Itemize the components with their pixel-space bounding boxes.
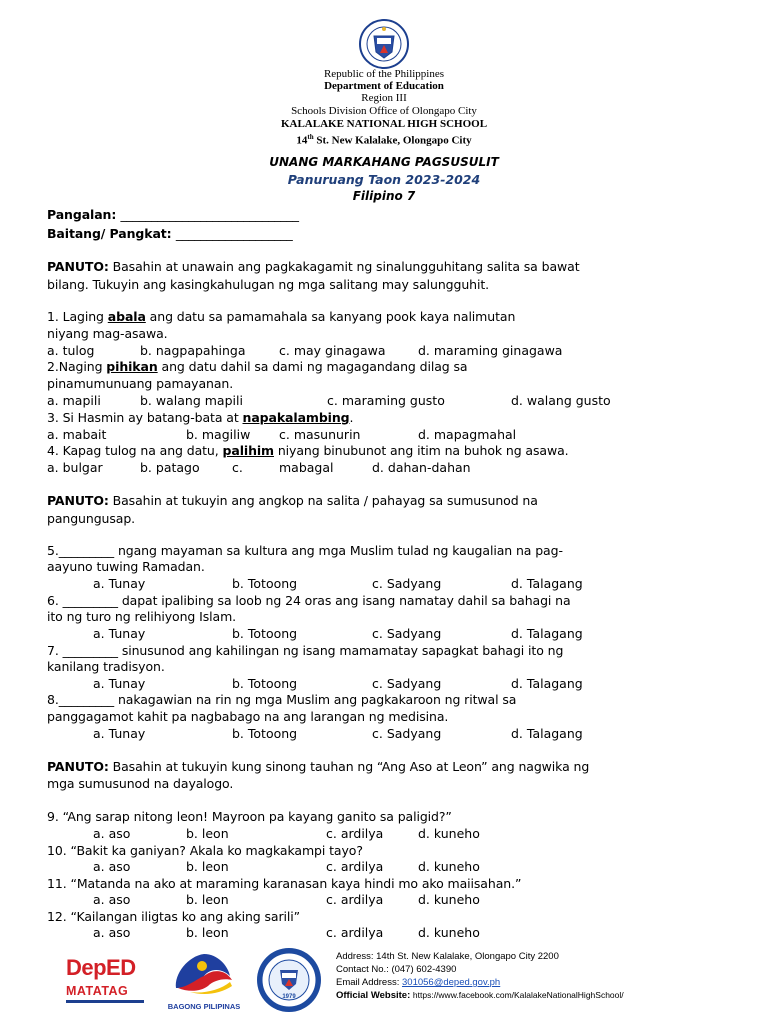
instruction-3-cont: mga sumusunod na dayalogo. xyxy=(47,776,234,791)
header-school-address: 14th St. New Kalalake, Olongapo City xyxy=(296,133,472,147)
q1-option-c[interactable]: c. may ginagawa xyxy=(279,343,386,358)
question-7: 7. _________ sinusunod ang kahilingan ng isang mamamatay sapagkat bahagi ito ng xyxy=(47,643,564,658)
q1-option-a[interactable]: a. tulog xyxy=(47,343,95,358)
school-year: Panuruang Taon 2023-2024 xyxy=(287,172,481,187)
bagong-pilipinas-logo: BAGONG PILIPINAS xyxy=(164,948,244,1008)
q2-option-b[interactable]: b. walang mapili xyxy=(140,393,243,408)
section-field[interactable]: Baitang/ Pangkat: ___________________ xyxy=(47,226,293,241)
q8-option-a[interactable]: a. Tunay xyxy=(93,726,146,741)
q9-option-c[interactable]: c. ardilya xyxy=(326,826,384,841)
q5-option-d[interactable]: d. Talagang xyxy=(511,576,583,591)
q5-option-b[interactable]: b. Totoong xyxy=(232,576,298,591)
q11-option-c[interactable]: c. ardilya xyxy=(326,892,384,907)
q11-option-d[interactable]: d. kuneho xyxy=(418,892,480,907)
header-department: Department of Education xyxy=(324,80,444,92)
q10-option-d[interactable]: d. kuneho xyxy=(418,859,480,874)
footer-email: Email Address: 301056@deped.gov.ph xyxy=(336,977,501,988)
question-11: 11. “Matanda na ako at maraming karanasan kaya hindi mo ako maiisahan.” xyxy=(47,876,522,891)
q9-option-d[interactable]: d. kuneho xyxy=(418,826,480,841)
q10-option-a[interactable]: a. aso xyxy=(93,859,131,874)
question-7-cont: kanilang tradisyon. xyxy=(47,659,165,674)
q1-option-b[interactable]: b. nagpapahinga xyxy=(140,343,246,358)
deped-seal-logo xyxy=(350,18,418,70)
question-8: 8._________ nakagawian na rin ng mga Muslim ang pagkakaroon ng ritwal sa xyxy=(47,692,517,707)
q4-option-c-text[interactable]: mabagal xyxy=(279,460,334,475)
seal-year: 1979 xyxy=(282,994,296,1000)
question-6-cont: ito ng turo ng relihiyong Islam. xyxy=(47,609,237,624)
question-5: 5._________ ngang mayaman sa kultura ang mga Muslim tulad ng kaugalian na pag- xyxy=(47,543,563,558)
q1-option-d[interactable]: d. maraming ginagawa xyxy=(418,343,563,358)
question-8-cont: panggagamot kahit pa nagbabago na ang larangan ng medisina. xyxy=(47,709,449,724)
q5-option-c[interactable]: c. Sadyang xyxy=(372,576,442,591)
q9-option-a[interactable]: a. aso xyxy=(93,826,131,841)
question-12: 12. “Kailangan iligtas ko ang aking sarili” xyxy=(47,909,301,924)
philippine-flag-wave-icon xyxy=(164,948,244,996)
q8-option-d[interactable]: d. Talagang xyxy=(511,726,583,741)
question-10: 10. “Bakit ka ganiyan? Akala ko magkakampi tayo? xyxy=(47,843,363,858)
website-link[interactable]: https://www.facebook.com/KalalakeNationalHighSchool/ xyxy=(412,990,624,1000)
q12-option-c[interactable]: c. ardilya xyxy=(326,925,384,940)
exam-title: UNANG MARKAHANG PAGSUSULIT xyxy=(269,155,499,169)
question-1-cont: niyang mag-asawa. xyxy=(47,326,168,341)
q3-option-c[interactable]: c. masunurin xyxy=(279,427,361,442)
q11-option-b[interactable]: b. leon xyxy=(186,892,229,907)
school-seal-logo xyxy=(254,946,324,1014)
q6-option-d[interactable]: d. Talagang xyxy=(511,626,583,641)
instruction-1: PANUTO: Basahin at unawain ang pagkakagamit ng sinalungguhitang salita sa bawat xyxy=(47,259,580,274)
q2-option-a[interactable]: a. mapili xyxy=(47,393,101,408)
q4-option-a[interactable]: a. bulgar xyxy=(47,460,103,475)
q4-option-d[interactable]: d. dahan-dahan xyxy=(372,460,471,475)
name-field[interactable]: Pangalan: _____________________________ xyxy=(47,207,299,222)
deped-matatag-logo: DepED MATATAG xyxy=(66,946,148,1008)
q12-option-b[interactable]: b. leon xyxy=(186,925,229,940)
header-school: KALALAKE NATIONAL HIGH SCHOOL xyxy=(280,118,488,130)
question-4: 4. Kapag tulog na ang datu, palihim niyang binubunot ang itim na buhok ng asawa. xyxy=(47,443,569,458)
q3-option-a[interactable]: a. mabait xyxy=(47,427,107,442)
q10-option-c[interactable]: c. ardilya xyxy=(326,859,384,874)
question-1: 1. Laging abala ang datu sa pamamahala sa kanyang pook kaya nalimutan xyxy=(47,309,516,324)
question-3: 3. Si Hasmin ay batang-bata at napakalambing. xyxy=(47,410,354,425)
instruction-1-cont: bilang. Tukuyin ang kasingkahulugan ng mga salitang may salungguhit. xyxy=(47,277,490,292)
q6-option-b[interactable]: b. Totoong xyxy=(232,626,298,641)
question-2-cont: pinamumunuang pamayanan. xyxy=(47,376,234,391)
header-republic: Republic of the Philippines xyxy=(323,68,445,80)
q9-option-b[interactable]: b. leon xyxy=(186,826,229,841)
q4-option-c[interactable]: c. xyxy=(232,460,243,475)
q2-option-c[interactable]: c. maraming gusto xyxy=(327,393,445,408)
q12-option-d[interactable]: d. kuneho xyxy=(418,925,480,940)
q11-option-a[interactable]: a. aso xyxy=(93,892,131,907)
question-6: 6. _________ dapat ipalibing sa loob ng 24 oras ang isang namatay dahil sa bahagi na xyxy=(47,593,571,608)
question-5-cont: aayuno tuwing Ramadan. xyxy=(47,559,205,574)
q7-option-a[interactable]: a. Tunay xyxy=(93,676,146,691)
header-division: Schools Division Office of Olongapo City xyxy=(291,105,477,117)
footer-address: Address: 14th St. New Kalalake, Olongapo City 2200 xyxy=(336,951,559,962)
q7-option-b[interactable]: b. Totoong xyxy=(232,676,298,691)
footer-website: Official Website: https://www.facebook.com/KalalakeNationalHighSchool/ xyxy=(336,990,624,1001)
email-link[interactable]: 301056@deped.gov.ph xyxy=(402,977,501,988)
q6-option-c[interactable]: c. Sadyang xyxy=(372,626,442,641)
question-9: 9. “Ang sarap nitong leon! Mayroon pa kayang ganito sa paligid?” xyxy=(47,809,452,824)
q8-option-b[interactable]: b. Totoong xyxy=(232,726,298,741)
q7-option-d[interactable]: d. Talagang xyxy=(511,676,583,691)
instruction-2-cont: pangungusap. xyxy=(47,511,136,526)
instruction-2: PANUTO: Basahin at tukuyin ang angkop na salita / pahayag sa sumusunod na xyxy=(47,493,538,508)
q5-option-a[interactable]: a. Tunay xyxy=(93,576,146,591)
header-region: Region III xyxy=(361,92,407,104)
q8-option-c[interactable]: c. Sadyang xyxy=(372,726,442,741)
q4-option-b[interactable]: b. patago xyxy=(140,460,200,475)
q10-option-b[interactable]: b. leon xyxy=(186,859,229,874)
subject-title: Filipino 7 xyxy=(352,189,416,203)
q6-option-a[interactable]: a. Tunay xyxy=(93,626,146,641)
q3-option-d[interactable]: d. mapagmahal xyxy=(418,427,517,442)
question-2: 2.Naging pihikan ang datu dahil sa dami ng magagandang dilag sa xyxy=(47,359,468,374)
q2-option-d[interactable]: d. walang gusto xyxy=(511,393,611,408)
q3-option-b[interactable]: b. magiliw xyxy=(186,427,251,442)
instruction-3: PANUTO: Basahin at tukuyin kung sinong tauhan ng “Ang Aso at Leon” ang nagwika ng xyxy=(47,759,590,774)
q12-option-a[interactable]: a. aso xyxy=(93,925,131,940)
q7-option-c[interactable]: c. Sadyang xyxy=(372,676,442,691)
footer-contact: Contact No.: (047) 602-4390 xyxy=(336,964,457,975)
